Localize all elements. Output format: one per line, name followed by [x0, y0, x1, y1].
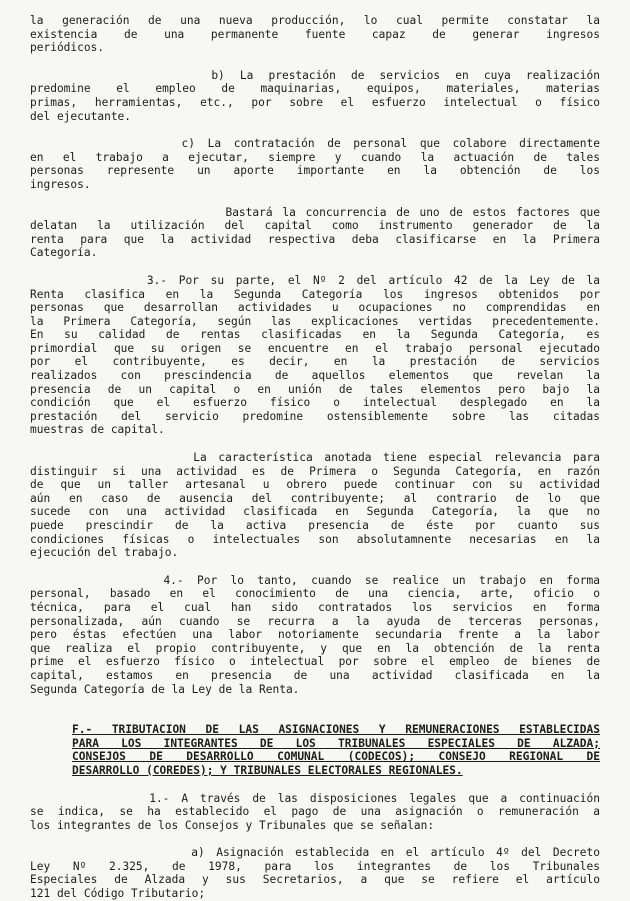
text-line: personal, basado en el conocimiento de una ciencia, arte, oficio o	[30, 587, 600, 601]
text-line: delatan la utilización del capital como instrumento generador de la	[30, 219, 600, 233]
text-line: personalizada, aún cuando se recurra a la ayuda de terceras personas,	[30, 614, 600, 628]
text-line: personas que desarrollan actividades u ocupaciones no comprendidas en	[30, 301, 600, 315]
text-line: personas represente un aporte importante en la obtención de los	[30, 164, 600, 178]
text-line: técnica, para el cual han sido contratados los servicios en forma	[30, 600, 600, 614]
text-line: Categoría.	[30, 246, 98, 260]
heading-line: F.- TRIBUTACION DE LAS ASIGNACIONES Y REMUNERACIONES ESTABLECIDAS	[72, 723, 600, 737]
text-line: renta para que la actividad respectiva deba clasificarse en la Primera	[30, 232, 600, 246]
text-line: La característica anotada tiene especial relevancia para	[30, 451, 600, 465]
text-line: pero éstas efectúen una labor notoriamente secundaria frente a la labor	[30, 628, 600, 642]
text-line: la generación de una nueva producción, lo cual permite constatar la	[30, 14, 600, 27]
text-line: 1.- A través de las disposiciones legales que a continuación	[30, 791, 600, 805]
paragraph-p7	[30, 792, 600, 833]
text-line: Renta clasifica en la Segunda Categoría los ingresos obtenidos por	[30, 287, 600, 301]
text-line: existencia de una permanente fuente capaz de generar ingresos	[30, 27, 600, 41]
text-line: Especiales de Alzada y sus Secretarios, a que se refiere el artículo	[30, 873, 600, 887]
text-line: la Primera Categoría, según las explicaciones vertidas precedentemente.	[30, 314, 600, 328]
text-line: prime el esfuerzo físico o intelectual por sobre el empleo de bienes de	[30, 655, 600, 669]
text-line: 121 del Código Tributario;	[30, 887, 206, 901]
document-page	[30, 14, 600, 901]
paragraph-p8	[30, 846, 600, 900]
text-line: 3.- Por su parte, el Nº 2 del artículo 42 de la Ley de la	[30, 273, 600, 287]
text-line: 4.- Por lo tanto, cuando se realice un trabajo en forma	[30, 573, 600, 587]
text-line: sucede con una actividad clasificada en Segunda Categoría, la que no	[30, 505, 600, 519]
text-line: b) La prestación de servicios en cuya realización	[30, 68, 600, 82]
text-line: primas, herramientas, etc., por sobre el esfuerzo intelectual o físico	[30, 95, 600, 109]
text-line: en el trabajo a ejecutar, siempre y cuando la actuación de tales	[30, 150, 600, 164]
text-line: de que un taller artesanal u obrero puede continuar con su actividad	[30, 478, 600, 492]
text-line: puede prescindir de la activa presencia de éste por cuanto sus	[30, 519, 600, 532]
text-line: realizados con prescindencia de aquellos elementos que revelan la	[30, 369, 600, 383]
text-line: condición que el esfuerzo físico o intelectual desplegado en la	[30, 396, 600, 410]
text-line: periódicos.	[30, 41, 105, 55]
text-line: que realiza el propio contribuyente, y que en la obtención de la renta	[30, 641, 600, 655]
text-line: presencia de un capital o en unión de tales elementos pero bajo la	[30, 382, 600, 396]
text-line: los integrantes de los Consejos y Tribunales que se señalan:	[30, 818, 435, 832]
text-line: del ejecutante.	[30, 109, 132, 123]
paragraph-p2	[30, 137, 600, 191]
text-line: muestras de capital.	[30, 423, 165, 437]
paragraph-p1	[30, 69, 600, 123]
text-line: se indica, se ha establecido el pago de una asignación o remuneración a	[30, 805, 600, 819]
section-heading	[72, 723, 600, 777]
paragraph-p3	[30, 206, 600, 260]
text-line: primordial que su origen se encuentre en el trabajo personal ejecutado	[30, 341, 600, 355]
text-line: En su calidad de rentas clasificadas en la Segunda Categoría, es	[30, 328, 600, 342]
text-line: predomine el empleo de maquinarias, equipos, materiales, materias	[30, 82, 600, 96]
text-line: c) La contratación de personal que colabore directamente	[30, 137, 600, 151]
text-line: ingresos.	[30, 177, 91, 191]
text-line: capital, estamos en presencia de una actividad clasificada en la	[30, 668, 600, 682]
paragraph-p4	[30, 274, 600, 437]
text-line: Ley Nº 2.325, de 1978, para los integrantes de los Tribunales	[30, 859, 600, 873]
text-line: Segunda Categoría de la Ley de la Renta.	[30, 682, 300, 696]
text-line: aún en caso de ausencia del contribuyente; al contrario de lo que	[30, 491, 600, 505]
text-line: ejecución del trabajo.	[30, 546, 179, 560]
heading-line: PARA LOS INTEGRANTES DE LOS TRIBUNALES ESPECIALES DE ALZADA;	[72, 736, 600, 750]
heading-line: DESARROLLO (COREDES); Y TRIBUNALES ELECTORALES REGIONALES.	[72, 763, 463, 777]
text-line: condiciones físicas o intelectuales son absolutamnente necesarias en la	[30, 532, 600, 546]
heading-line: CONSEJOS DE DESARROLLO COMUNAL (CODECOS); CONSEJO REGIONAL DE	[72, 750, 600, 764]
paragraph-p5	[30, 451, 600, 560]
paragraph-p6	[30, 574, 600, 696]
text-line: por el contribuyente, es decir, en la prestación de servicios	[30, 355, 600, 369]
text-line: prestación del servicio predomine ostensiblemente sobre las citadas	[30, 409, 600, 423]
text-line: a) Asignación establecida en el artículo 4º del Decreto	[30, 846, 600, 860]
text-line: distinguir si una actividad es de Primera o Segunda Categoría, en razón	[30, 464, 600, 478]
paragraph-p0	[30, 14, 600, 55]
text-line: Bastará la concurrencia de uno de estos factores que	[30, 205, 600, 219]
